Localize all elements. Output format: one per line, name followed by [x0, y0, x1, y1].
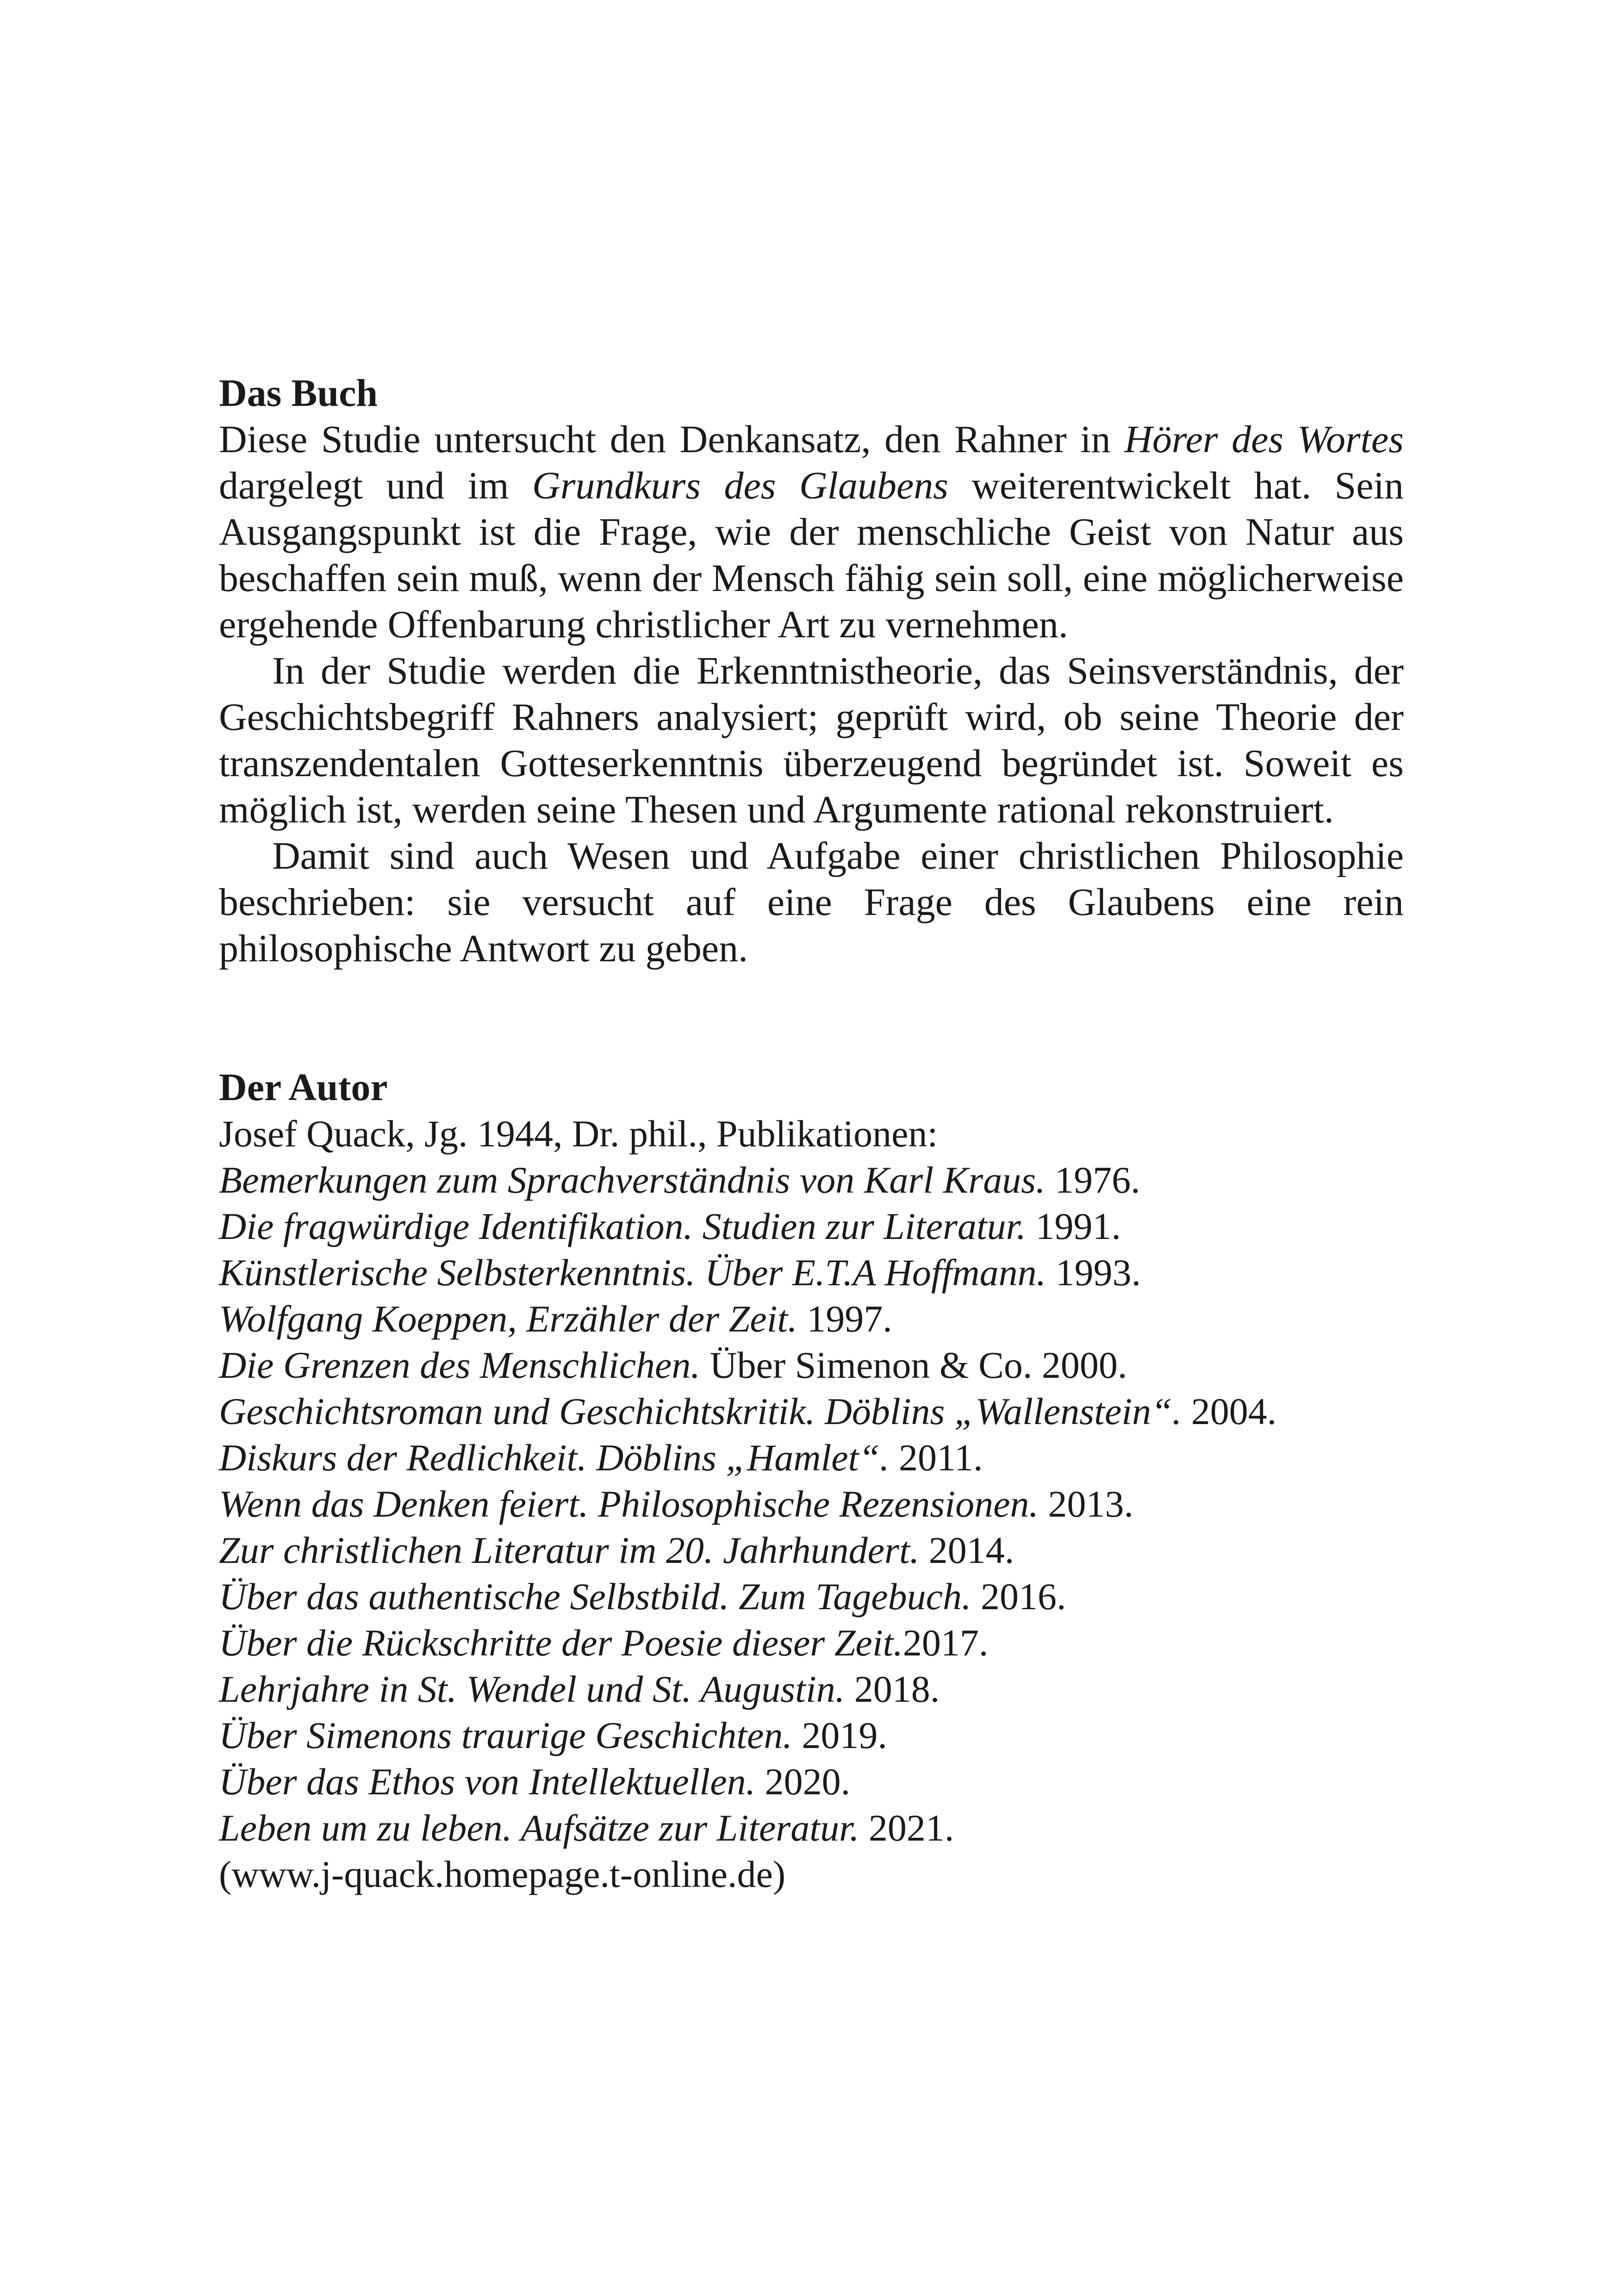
publication-year: 1993.	[1046, 1251, 1141, 1294]
publication-year: 2004.	[1182, 1390, 1277, 1432]
publication-item	[219, 1203, 1404, 1250]
publication-item	[219, 1296, 1404, 1342]
publication-title: Künstlerische Selbsterkenntnis. Über E.T.A Hoffmann.	[219, 1251, 1046, 1294]
publication-title: Geschichtsroman und Geschichtskritik. Döblins „Wallenstein“.	[219, 1390, 1182, 1432]
publication-item	[219, 1527, 1404, 1574]
publication-title: Leben um zu leben. Aufsätze zur Literatur.	[219, 1807, 859, 1849]
publication-title: Wolfgang Koeppen, Erzähler der Zeit.	[219, 1298, 797, 1340]
publication-year: 1991.	[1026, 1205, 1121, 1247]
publication-title: Über die Rückschritte der Poesie dieser Zeit.	[219, 1622, 903, 1664]
publication-item	[219, 1712, 1404, 1759]
publication-year: 2013.	[1038, 1483, 1133, 1525]
author-intro: Josef Quack, Jg. 1944, Dr. phil., Publikationen:	[219, 1113, 938, 1155]
publication-item	[219, 1481, 1404, 1527]
book-paragraph-2: In der Studie werden die Erkenntnistheorie, das Seinsverständnis, der Geschichtsbegriff Rahners analysiert; geprüft wird, ob seine Theorie der transzendentalen Gotteserkenntnis überzeugend begründet ist. Soweit es möglich ist, werden seine Thesen und Argumente rational rekonstruiert.	[219, 649, 1404, 831]
publication-year: 1997.	[797, 1298, 892, 1340]
publication-year: 2021.	[859, 1807, 954, 1849]
publication-item	[219, 1435, 1404, 1481]
publication-title: Zur christlichen Literatur im 20. Jahrhundert.	[219, 1529, 920, 1571]
publication-year: 2018.	[845, 1668, 940, 1710]
publication-item	[219, 1759, 1404, 1805]
publication-year: 2016.	[971, 1575, 1066, 1618]
publication-title: Bemerkungen zum Sprachverständnis von Karl Kraus.	[219, 1159, 1045, 1201]
publication-list	[219, 1157, 1404, 1851]
publication-item	[219, 1250, 1404, 1296]
publication-year: 1976.	[1045, 1159, 1140, 1201]
publication-item	[219, 1157, 1404, 1203]
publication-item	[219, 1620, 1404, 1666]
publication-title: Wenn das Denken feiert. Philosophische Rezensionen.	[219, 1483, 1039, 1525]
paragraph-text-run: dargelegt und im	[219, 464, 533, 507]
publication-item	[219, 1805, 1404, 1851]
publication-title: Die fragwürdige Identifikation. Studien zur Literatur.	[219, 1205, 1026, 1247]
book-back-page	[219, 370, 1404, 1898]
section-gap	[219, 972, 1404, 1064]
publication-title: Die Grenzen des Menschlichen.	[219, 1344, 700, 1386]
publication-title: Über das Ethos von Intellektuellen.	[219, 1761, 756, 1803]
publication-item	[219, 1342, 1404, 1388]
publication-item	[219, 1574, 1404, 1620]
book-paragraph-3: Damit sind auch Wesen und Aufgabe einer christlichen Philosophie beschrieben: sie versucht auf eine Frage des Glaubens eine rein philosophische Antwort zu geben.	[219, 834, 1404, 970]
publication-item	[219, 1666, 1404, 1712]
author-heading: Der Autor	[219, 1066, 388, 1109]
book-title-reference: Hörer des Wortes	[1124, 418, 1404, 461]
publication-year: 2019.	[792, 1714, 887, 1756]
paragraph-text-run: weiterentwickelt hat. Sein Ausgangspunkt ist die Frage, wie der menschliche Geist von Natur aus beschaffen sein muß, wenn der Mensch fähig sein soll, eine möglicherweise ergehende Offenbarung christlicher Art zu vernehmen.	[219, 464, 1404, 646]
publication-title: Lehrjahre in St. Wendel und St. Augustin.	[219, 1668, 845, 1710]
publication-year: Über Simenon & Co. 2000.	[700, 1344, 1127, 1386]
publication-year: 2017.	[902, 1622, 989, 1664]
publication-year: 2020.	[755, 1761, 851, 1803]
publication-title: Über das authentische Selbstbild. Zum Tagebuch.	[219, 1575, 971, 1618]
paragraph-text-run: Diese Studie untersucht den Denkansatz, den Rahner in	[219, 418, 1125, 461]
publication-item	[219, 1388, 1404, 1435]
book-paragraph-1	[219, 417, 1404, 648]
book-title-reference: Grundkurs des Glaubens	[532, 464, 948, 507]
publication-year: 2011.	[889, 1437, 983, 1479]
publication-year: 2014.	[919, 1529, 1014, 1571]
book-heading: Das Buch	[219, 372, 378, 415]
publication-title: Diskurs der Redlichkeit. Döblins „Hamlet“.	[219, 1437, 890, 1479]
publication-title: Über Simenons traurige Geschichten.	[219, 1714, 792, 1756]
author-homepage-link[interactable]: (www.j-quack.homepage.t-online.de)	[219, 1853, 786, 1895]
